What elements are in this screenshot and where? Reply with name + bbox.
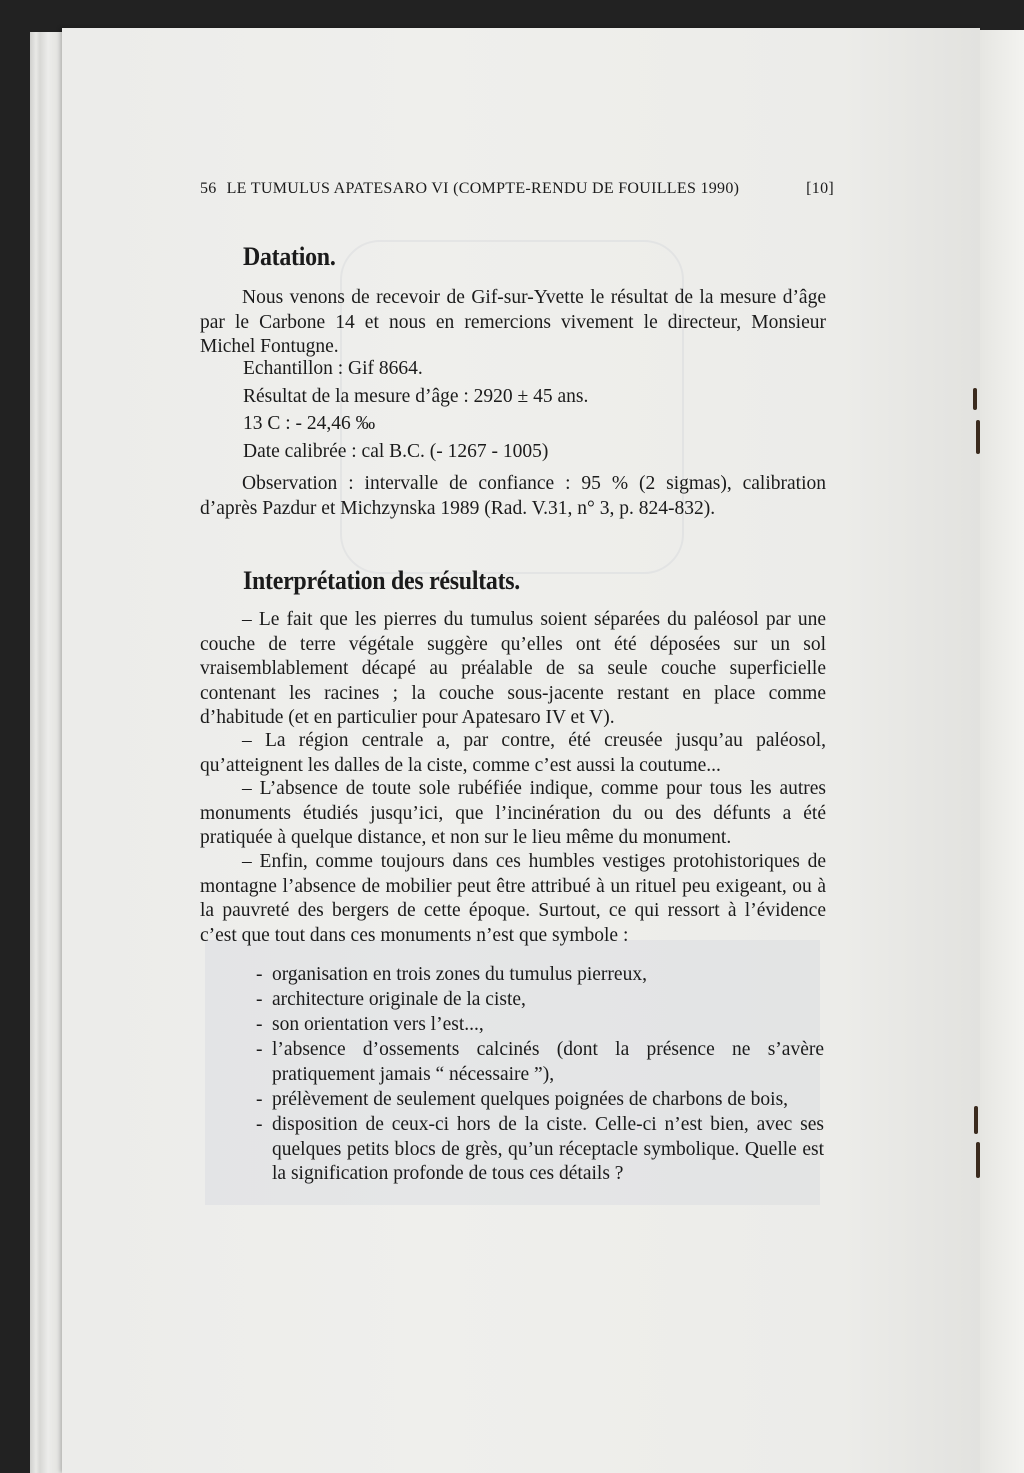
echantillon-line: Echantillon : Gif 8664. [243,358,423,379]
list-item: - l’absence d’ossements calcinés (dont la présence ne s’avère pratiquement jamais “ nécessaire ”), [256,1039,824,1085]
list-marker: - [256,1039,263,1061]
interpretation-paragraph-4: – Enfin, comme toujours dans ces humbles vestiges protohistoriques de montagne l’absence de mobilier peut être attribué à un rituel peu exigeant, ou à la pauvreté des bergers de cette époque. Surtout, ce qui ressort à l’évidence c’est que tout dans ces monuments n’est que symbole : [200,851,826,946]
binding-mark [973,388,977,410]
binding-mark [974,1106,978,1134]
list-item: - son orientation vers l’est..., [256,1013,824,1038]
binding-mark [976,1142,980,1178]
symbol-list [256,963,824,1187]
datation-intro: Nous venons de recevoir de Gif-sur-Yvette le résultat de la mesure d’âge par le Carbone 14 et nous en remercions vivement le directeur, Monsieur Michel Fontugne. [200,287,826,358]
list-marker: - [256,1014,263,1036]
running-head-title: LE TUMULUS APATESARO VI (COMPTE-RENDU DE FOUILLES 1990) [226,180,740,197]
resultat-line: Résultat de la mesure d’âge : 2920 ± 45 ans. [243,386,589,407]
date-calibree-line: Date calibrée : cal B.C. (- 1267 - 1005) [243,441,549,462]
list-marker: - [256,1088,263,1110]
list-item: - prélèvement de seulement quelques poignées de charbons de bois, [256,1088,824,1113]
interpretation-paragraph-1: – Le fait que les pierres du tumulus soient séparées du paléosol par une couche de terre végétale suggère qu’elles ont été déposées sur un sol vraisemblablement décapé au préalable de sa seule couche superficielle contenant les racines ; la couche sous-jacente restant en place comme d’habitude (et en particulier pour Apatesaro IV et V). [200,609,826,729]
list-item: - architecture originale de la ciste, [256,988,824,1013]
interpretation-paragraph-2: – La région centrale a, par contre, été creusée jusqu’au paléosol, qu’atteignent les dalles de la ciste, comme c’est aussi la coutume... [200,730,826,776]
facing-page-edge [980,30,1024,1473]
list-marker: - [256,989,263,1011]
heading-datation: Datation. [243,242,336,271]
running-head [200,180,834,198]
heading-interpretation: Interprétation des résultats. [243,566,521,595]
list-marker: - [256,1114,263,1136]
list-item: - disposition de ceux-ci hors de la ciste. Celle-ci n’est bien, avec ses quelques petits blocs de grès, qu’un réceptacle symbolique. Quelle est la signification profonde de tous ces détails ? [256,1114,824,1185]
c13-line: 13 C : - 24,46 ‰ [243,413,376,434]
page-number: 56 [200,180,217,197]
observation-paragraph: Observation : intervalle de confiance : 95 % (2 sigmas), calibration d’après Pazdur et Michzynska 1989 (Rad. V.31, n° 3, p. 824-832). [200,473,826,519]
list-marker: - [256,964,263,985]
running-head-left [200,180,749,198]
list-item: - organisation en trois zones du tumulus pierreux, [256,963,824,988]
interpretation-paragraph-3: – L’absence de toute sole rubéfiée indique, comme pour tous les autres monuments étudiés jusqu’ici, que l’incinération du ou des défunts a été pratiquée à quelque distance, et non sur le lieu même du monument. [200,778,826,849]
running-head-bracket-number: [10] [806,180,834,197]
binding-mark [976,420,980,454]
